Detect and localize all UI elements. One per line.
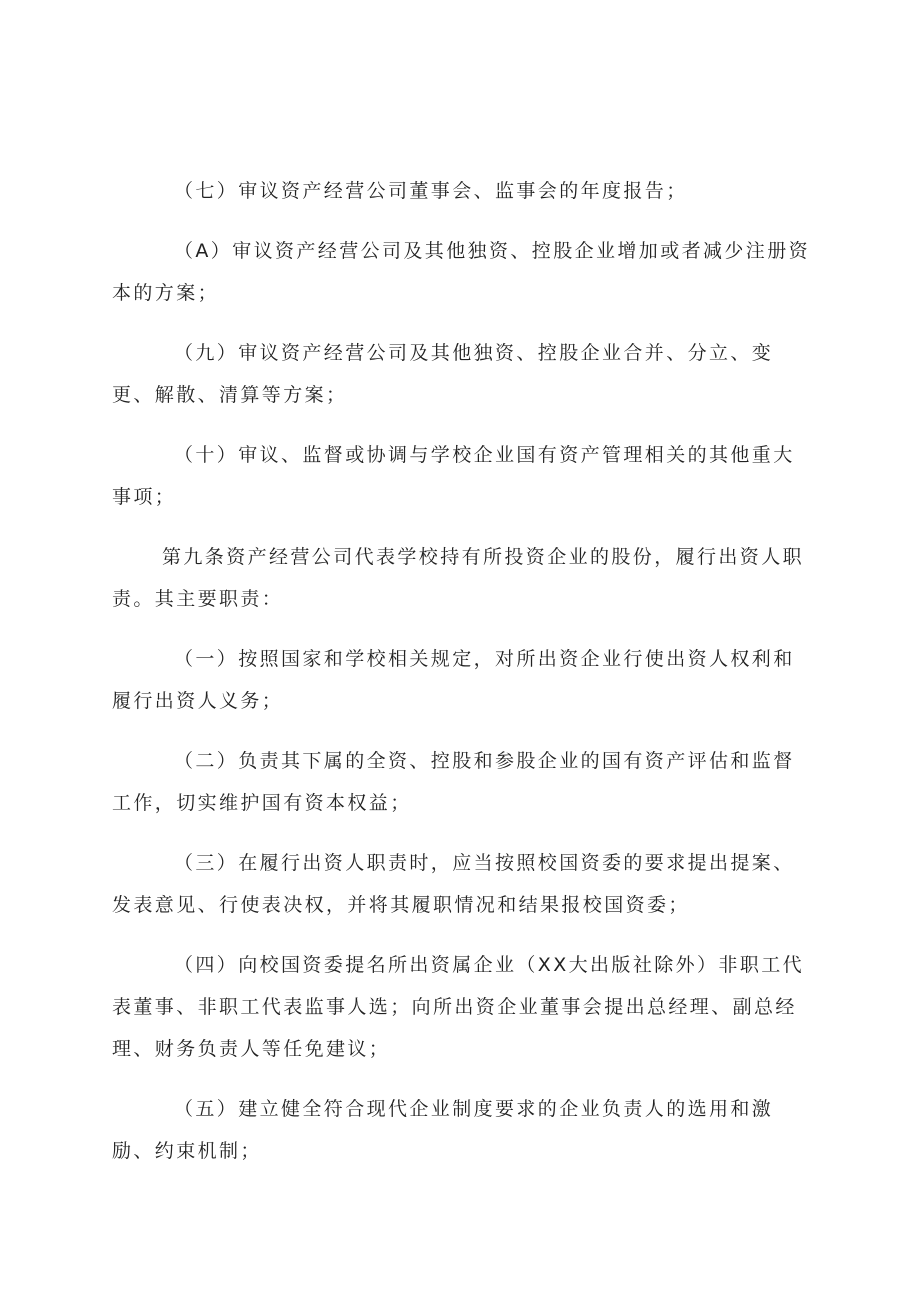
paragraph-item-9: （九）审议资产经营公司及其他独资、控股企业合并、分立、变更、解散、清算等方案；	[112, 342, 774, 406]
paragraph-item-10: （十）审议、监督或协调与学校企业国有资产管理相关的其他重大事项；	[112, 444, 795, 508]
duty-item-2: （二）负责其下属的全资、控股和参股企业的国有资产评估和监督工作，切实维护国有资本权益；	[112, 750, 795, 814]
paragraph-item-8: （A）审议资产经营公司及其他独资、控股企业增加或者减少注册资本的方案；	[112, 240, 810, 304]
paragraph-item-7: （七）审议资产经营公司董事会、监事会的年度报告；	[174, 180, 688, 202]
duty-item-5: （五）建立健全符合现代企业制度要求的企业负责人的选用和激励、约束机制；	[112, 1098, 774, 1162]
article-9-heading: 第九条资产经营公司代表学校持有所投资企业的股份，履行出资人职责。其主要职责：	[112, 546, 805, 610]
duty-item-4: （四）向校国资委提名所出资属企业（XX大出版社除外）非职工代表董事、非职工代表监事人选；向所出资企业董事会提出总经理、副总经理、财务负责人等任免建议；	[112, 954, 805, 1060]
document-body	[112, 170, 812, 1190]
duty-item-3: （三）在履行出资人职责时，应当按照校国资委的要求提出提案、发表意见、行使表决权，并将其履职情况和结果报校国资委；	[112, 852, 795, 916]
duty-item-1: （一）按照国家和学校相关规定，对所出资企业行使出资人权利和履行出资人义务；	[112, 648, 795, 712]
